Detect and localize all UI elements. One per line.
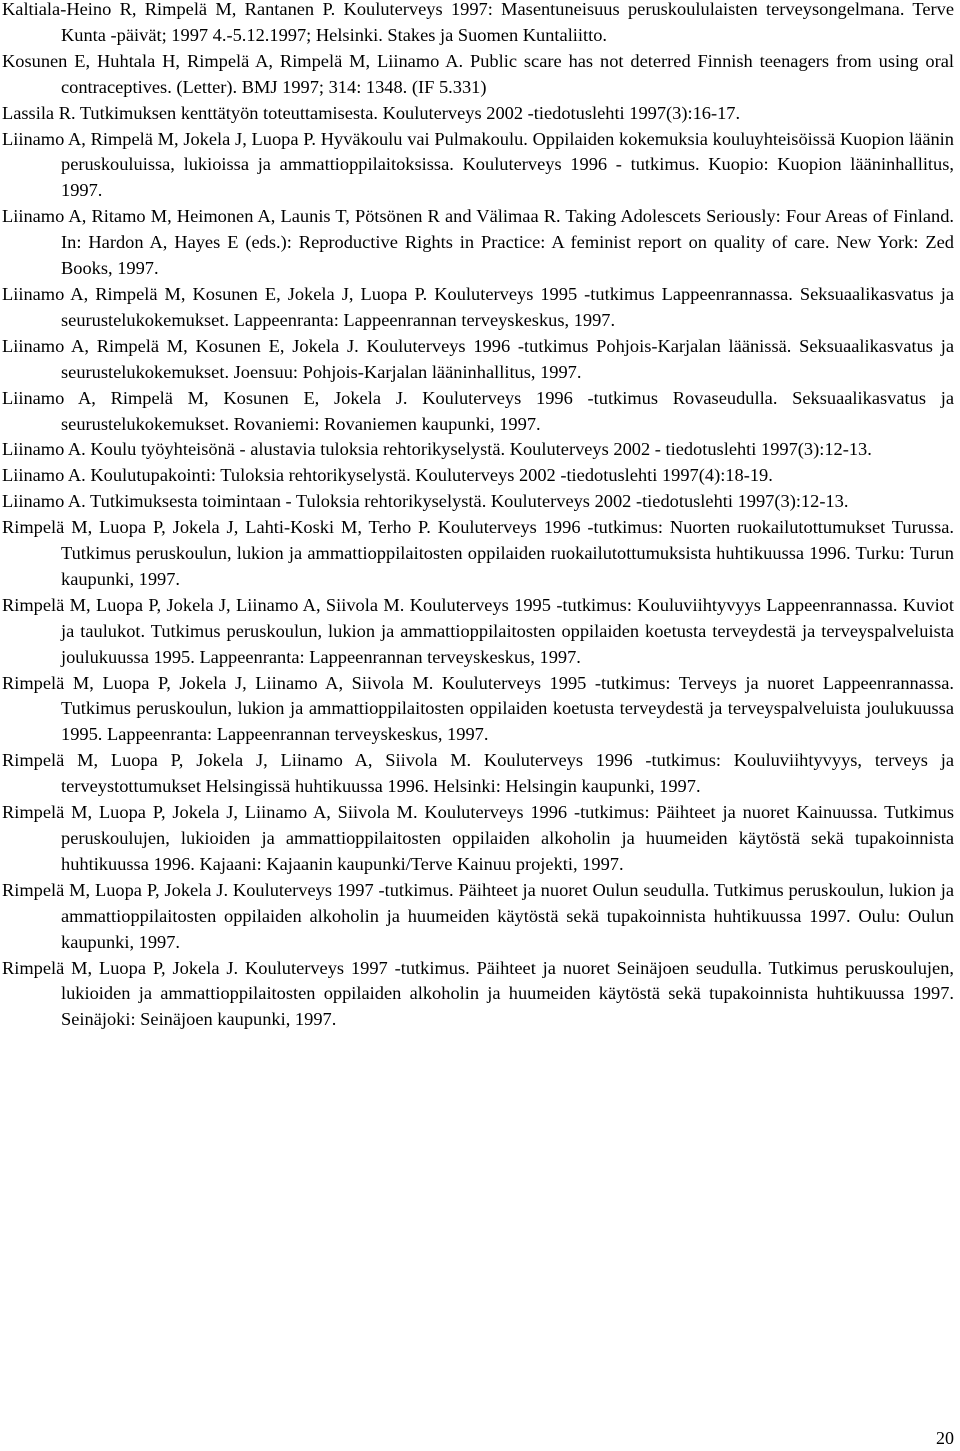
reference-entry: Liinamo A, Rimpelä M, Jokela J, Luopa P. Hyväkoulu vai Pulmakoulu. Oppilaiden kokemuksia kouluyhteisöissä Kuopion läänin peruskouluissa, lukioissa ja ammattioppilaitoksissa. Kouluterveys 1996 - tutkimus. Kuopio: Kuopion lääninhallitus, 1997. — [2, 128, 954, 201]
reference-entry: Kosunen E, Huhtala H, Rimpelä A, Rimpelä M, Liinamo A. Public scare has not deterred Finnish teenagers from using oral contraceptives. (Letter). BMJ 1997; 314: 1348. (IF 5.331) — [2, 50, 954, 97]
reference-entry: Rimpelä M, Luopa P, Jokela J, Liinamo A, Siivola M. Kouluterveys 1996 -tutkimus: Päihteet ja nuoret Kainuussa. Tutkimus peruskoulujen, lukioiden ja ammattioppilaitosten oppilaiden alkoholin ja huumeiden käytöstä sekä tupakoinnista huhtikuussa 1996. Kajaani: Kajaanin kaupunki/Terve Kainuu projekti, 1997. — [2, 802, 954, 874]
reference-entry: Kaltiala-Heino R, Rimpelä M, Rantanen P. Kouluterveys 1997: Masentuneisuus peruskoululaisten terveysongelmana. Terve Kunta -päivät; 1997 4.-5.12.1997; Helsinki. Stakes ja Suomen Kuntaliitto. — [2, 0, 954, 45]
reference-entry: Rimpelä M, Luopa P, Jokela J, Lahti-Koski M, Terho P. Kouluterveys 1996 -tutkimus: Nuorten ruokailutottumukset Turussa. Tutkimus peruskoulun, lukion ja ammattioppilaitosten oppilaiden ruokailutottumuksista huhtikuussa 1996. Turku: Turun kaupunki, 1997. — [2, 517, 954, 589]
reference-entry: Rimpelä M, Luopa P, Jokela J. Kouluterveys 1997 -tutkimus. Päihteet ja nuoret Seinäjoen seudulla. Tutkimus peruskoulujen, lukioiden ja ammattioppilaitosten oppilaiden alkoholin ja huumeiden käytöstä sekä tupakoinnista huhtikuussa 1997. Seinäjoki: Seinäjoen kaupunki, 1997. — [2, 957, 954, 1030]
reference-entry: Lassila R. Tutkimuksen kenttätyön toteuttamisesta. Kouluterveys 2002 -tiedotuslehti 1997(3):16-17. — [2, 102, 741, 123]
reference-entry: Rimpelä M, Luopa P, Jokela J. Kouluterveys 1997 -tutkimus. Päihteet ja nuoret Oulun seudulla. Tutkimus peruskoulun, lukion ja ammattioppilaitosten oppilaiden alkoholin ja huumeiden käytöstä sekä tupakoinnista huhtikuussa 1997. Oulu: Oulun kaupunki, 1997. — [2, 879, 954, 952]
reference-entry: Liinamo A, Ritamo M, Heimonen A, Launis T, Pötsönen R and Välimaa R. Taking Adolescets Seriously: Four Areas of Finland. In: Hardon A, Hayes E (eds.): Reproductive Rights in Practice: A feminist report on quality of care. New York: Zed Books, 1997. — [2, 206, 954, 279]
reference-entry: Rimpelä M, Luopa P, Jokela J, Liinamo A, Siivola M. Kouluterveys 1995 -tutkimus: Kouluviihtyvyys Lappeenrannassa. Kuviot ja taulukot. Tutkimus peruskoulun, lukion ja ammattioppilaitosten oppilaiden koetusta terveydestä ja terveyspalveluista joulukuussa 1995. Lappeenranta: Lappeenrannan terveyskeskus, 1997. — [2, 594, 954, 667]
reference-entry: Liinamo A. Koulu työyhteisönä - alustavia tuloksia rehtorikyselystä. Kouluterveys 2002 - tiedotuslehti 1997(3):12-13. — [2, 439, 872, 460]
reference-entry: Liinamo A, Rimpelä M, Kosunen E, Jokela J, Luopa P. Kouluterveys 1995 -tutkimus Lappeenrannassa. Seksuaalikasvatus ja seurustelukokemukset. Lappeenranta: Lappeenrannan terveyskeskus, 1997. — [2, 283, 954, 330]
page-number: 20 — [936, 1428, 954, 1448]
reference-entry: Liinamo A. Tutkimuksesta toimintaan - Tuloksia rehtorikyselystä. Kouluterveys 2002 -tiedotuslehti 1997(3):12-13. — [2, 491, 849, 512]
reference-entry: Liinamo A, Rimpelä M, Kosunen E, Jokela J. Kouluterveys 1996 -tutkimus Pohjois-Karjalan läänissä. Seksuaalikasvatus ja seurustelukokemukset. Joensuu: Pohjois-Karjalan lääninhallitus, 1997. — [2, 335, 954, 382]
reference-list — [2, 0, 954, 1033]
reference-entry: Rimpelä M, Luopa P, Jokela J, Liinamo A, Siivola M. Kouluterveys 1996 -tutkimus: Kouluviihtyvyys, terveys ja terveystottumukset Helsingissä huhtikuussa 1996. Helsinki: Helsingin kaupunki, 1997. — [2, 750, 954, 797]
reference-entry: Liinamo A, Rimpelä M, Kosunen E, Jokela J. Kouluterveys 1996 -tutkimus Rovaseudulla. Seksuaalikasvatus ja seurustelukokemukset. Rovaniemi: Rovaniemen kaupunki, 1997. — [2, 387, 954, 434]
reference-entry: Liinamo A. Koulutupakointi: Tuloksia rehtorikyselystä. Kouluterveys 2002 -tiedotuslehti 1997(4):18-19. — [2, 465, 773, 486]
reference-entry: Rimpelä M, Luopa P, Jokela J, Liinamo A, Siivola M. Kouluterveys 1995 -tutkimus: Terveys ja nuoret Lappeenrannassa. Tutkimus peruskoulun, lukion ja ammattioppilaitosten oppilaiden koetusta terveydestä ja terveyspalveluista joulukuussa 1995. Lappeenranta: Lappeenrannan terveyskeskus, 1997. — [2, 672, 954, 745]
